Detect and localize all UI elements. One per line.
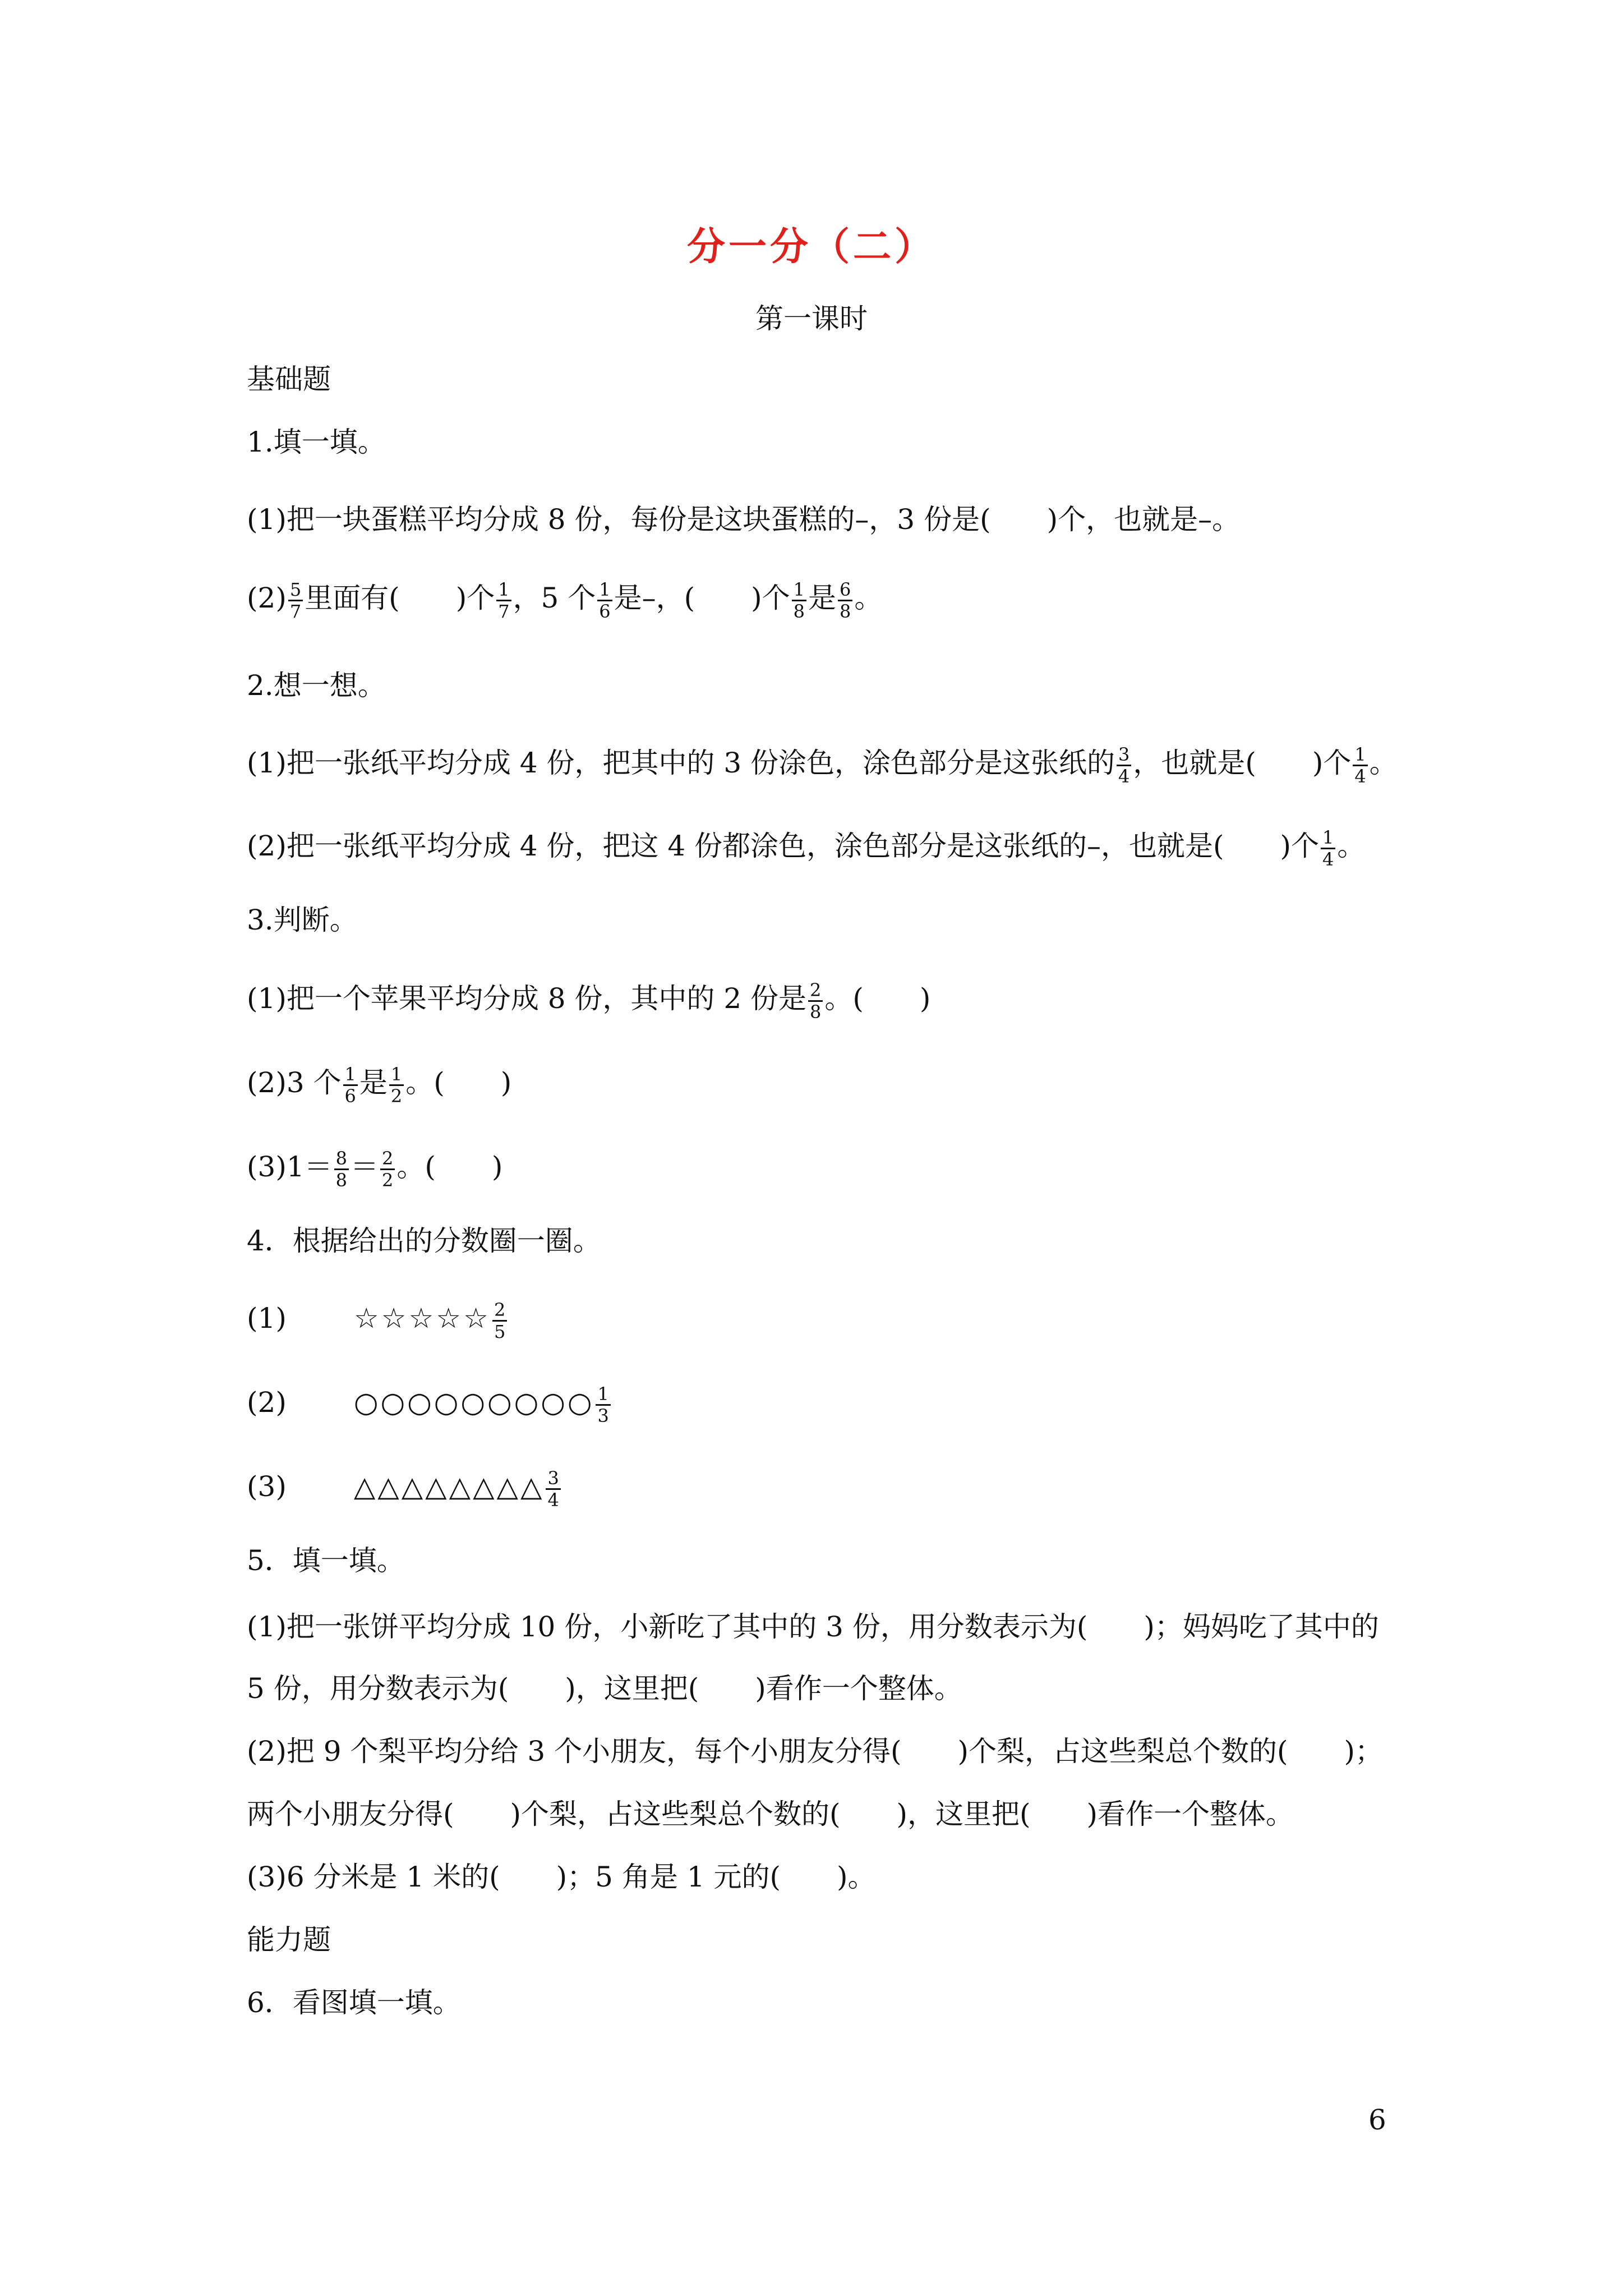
- q5-line1: (1)把一张饼平均分成 10 份，小新吃了其中的 3 份，用分数表示为( )；妈妈吃了其中的: [247, 1611, 1379, 1643]
- fraction: $\frac{1}{2}$: [389, 1065, 404, 1105]
- q5-line2: 5 份，用分数表示为( )，这里把( )看作一个整体。: [247, 1672, 962, 1705]
- fraction: $\frac{8}{8}$: [334, 1149, 349, 1189]
- q4-item-circles: (2) ○○○○○○○○○ $\frac{1}{3}$: [247, 1384, 612, 1425]
- fraction: $\frac{2}{8}$: [808, 981, 823, 1021]
- q3-part1: (1)把一个苹果平均分成 8 份，其中的 2 份是 $\frac{2}{8}$ 。( ): [247, 979, 931, 1023]
- fraction: $\frac{1}{3}$: [596, 1385, 610, 1425]
- fraction: $\frac{5}{7}$: [288, 581, 303, 620]
- q2-part1: (1)把一张纸平均分成 4 份，把其中的 3 份涂色，涂色部分是这张纸的 $\frac{3}{4}$ ，也就是( )个 $\frac{1}{4}$ 。: [247, 743, 1398, 787]
- q1-heading: 1.填一填。: [247, 426, 386, 458]
- lesson-subtitle: 第一课时: [755, 302, 868, 335]
- q5-heading: 5．填一填。: [247, 1544, 405, 1577]
- q6-heading: 6．看图填一填。: [247, 1986, 461, 2019]
- fraction: $\frac{1}{7}$: [496, 581, 511, 620]
- q3-heading: 3.判断。: [247, 904, 358, 936]
- fraction: $\frac{6}{8}$: [838, 581, 852, 620]
- fraction: $\frac{2}{5}$: [492, 1301, 507, 1341]
- q3-part2: (2)3 个 $\frac{1}{6}$ 是 $\frac{1}{2}$ 。( ): [247, 1063, 512, 1107]
- page-title: 分一分（二）: [686, 225, 936, 269]
- star-icons: ☆☆☆☆☆: [353, 1302, 491, 1335]
- fraction: $\frac{3}{4}$: [1117, 746, 1131, 785]
- section-basic: 基础题: [247, 363, 331, 395]
- q1-part1: (1)把一块蛋糕平均分成 8 份，每份是这块蛋糕的–，3 份是( )个，也就是–。: [247, 503, 1241, 536]
- q4-item-triangles: (3) △△△△△△△△ $\frac{3}{4}$: [247, 1469, 562, 1509]
- page-number: 6: [1368, 2104, 1386, 2136]
- q1-part2: (2) $\frac{5}{7}$ 里面有( )个 $\frac{1}{7}$ ，5 个 $\frac{1}{6}$ 是–，( )个 $\frac{1}{8}$ 是 $\frac{6}{8}$ 。: [247, 578, 883, 622]
- fraction: $\frac{1}{8}$: [792, 581, 806, 620]
- fraction: $\frac{1}{4}$: [1321, 829, 1335, 868]
- triangle-icons: △△△△△△△△: [353, 1470, 545, 1503]
- section-ability: 能力题: [247, 1924, 331, 1956]
- fraction: $\frac{1}{6}$: [343, 1065, 358, 1105]
- fraction: $\frac{3}{4}$: [546, 1469, 560, 1509]
- q5-line3: (2)把 9 个梨平均分给 3 个小朋友，每个小朋友分得( )个梨，占这些梨总个数的( )；: [247, 1735, 1384, 1768]
- q2-part2: (2)把一张纸平均分成 4 份，把这 4 份都涂色，涂色部分是这张纸的–，也就是( )个 $\frac{1}{4}$ 。: [247, 826, 1366, 870]
- q5-line5: (3)6 分米是 1 米的( )；5 角是 1 元的( )。: [247, 1861, 876, 1893]
- fraction: $\frac{1}{6}$: [597, 581, 612, 620]
- q5-line4: 两个小朋友分得( )个梨，占这些梨总个数的( )，这里把( )看作一个整体。: [247, 1798, 1294, 1830]
- fraction: $\frac{1}{4}$: [1353, 746, 1367, 785]
- q2-heading: 2.想一想。: [247, 669, 386, 702]
- q3-part3: (3)1＝ $\frac{8}{8}$ ＝ $\frac{2}{2}$ 。( ): [247, 1147, 503, 1191]
- q4-heading: 4．根据给出的分数圈一圈。: [247, 1225, 601, 1257]
- q4-item-stars: (1) ☆☆☆☆☆ $\frac{2}{5}$: [247, 1300, 509, 1341]
- fraction: $\frac{2}{2}$: [380, 1149, 395, 1189]
- circle-icons: ○○○○○○○○○: [353, 1386, 594, 1419]
